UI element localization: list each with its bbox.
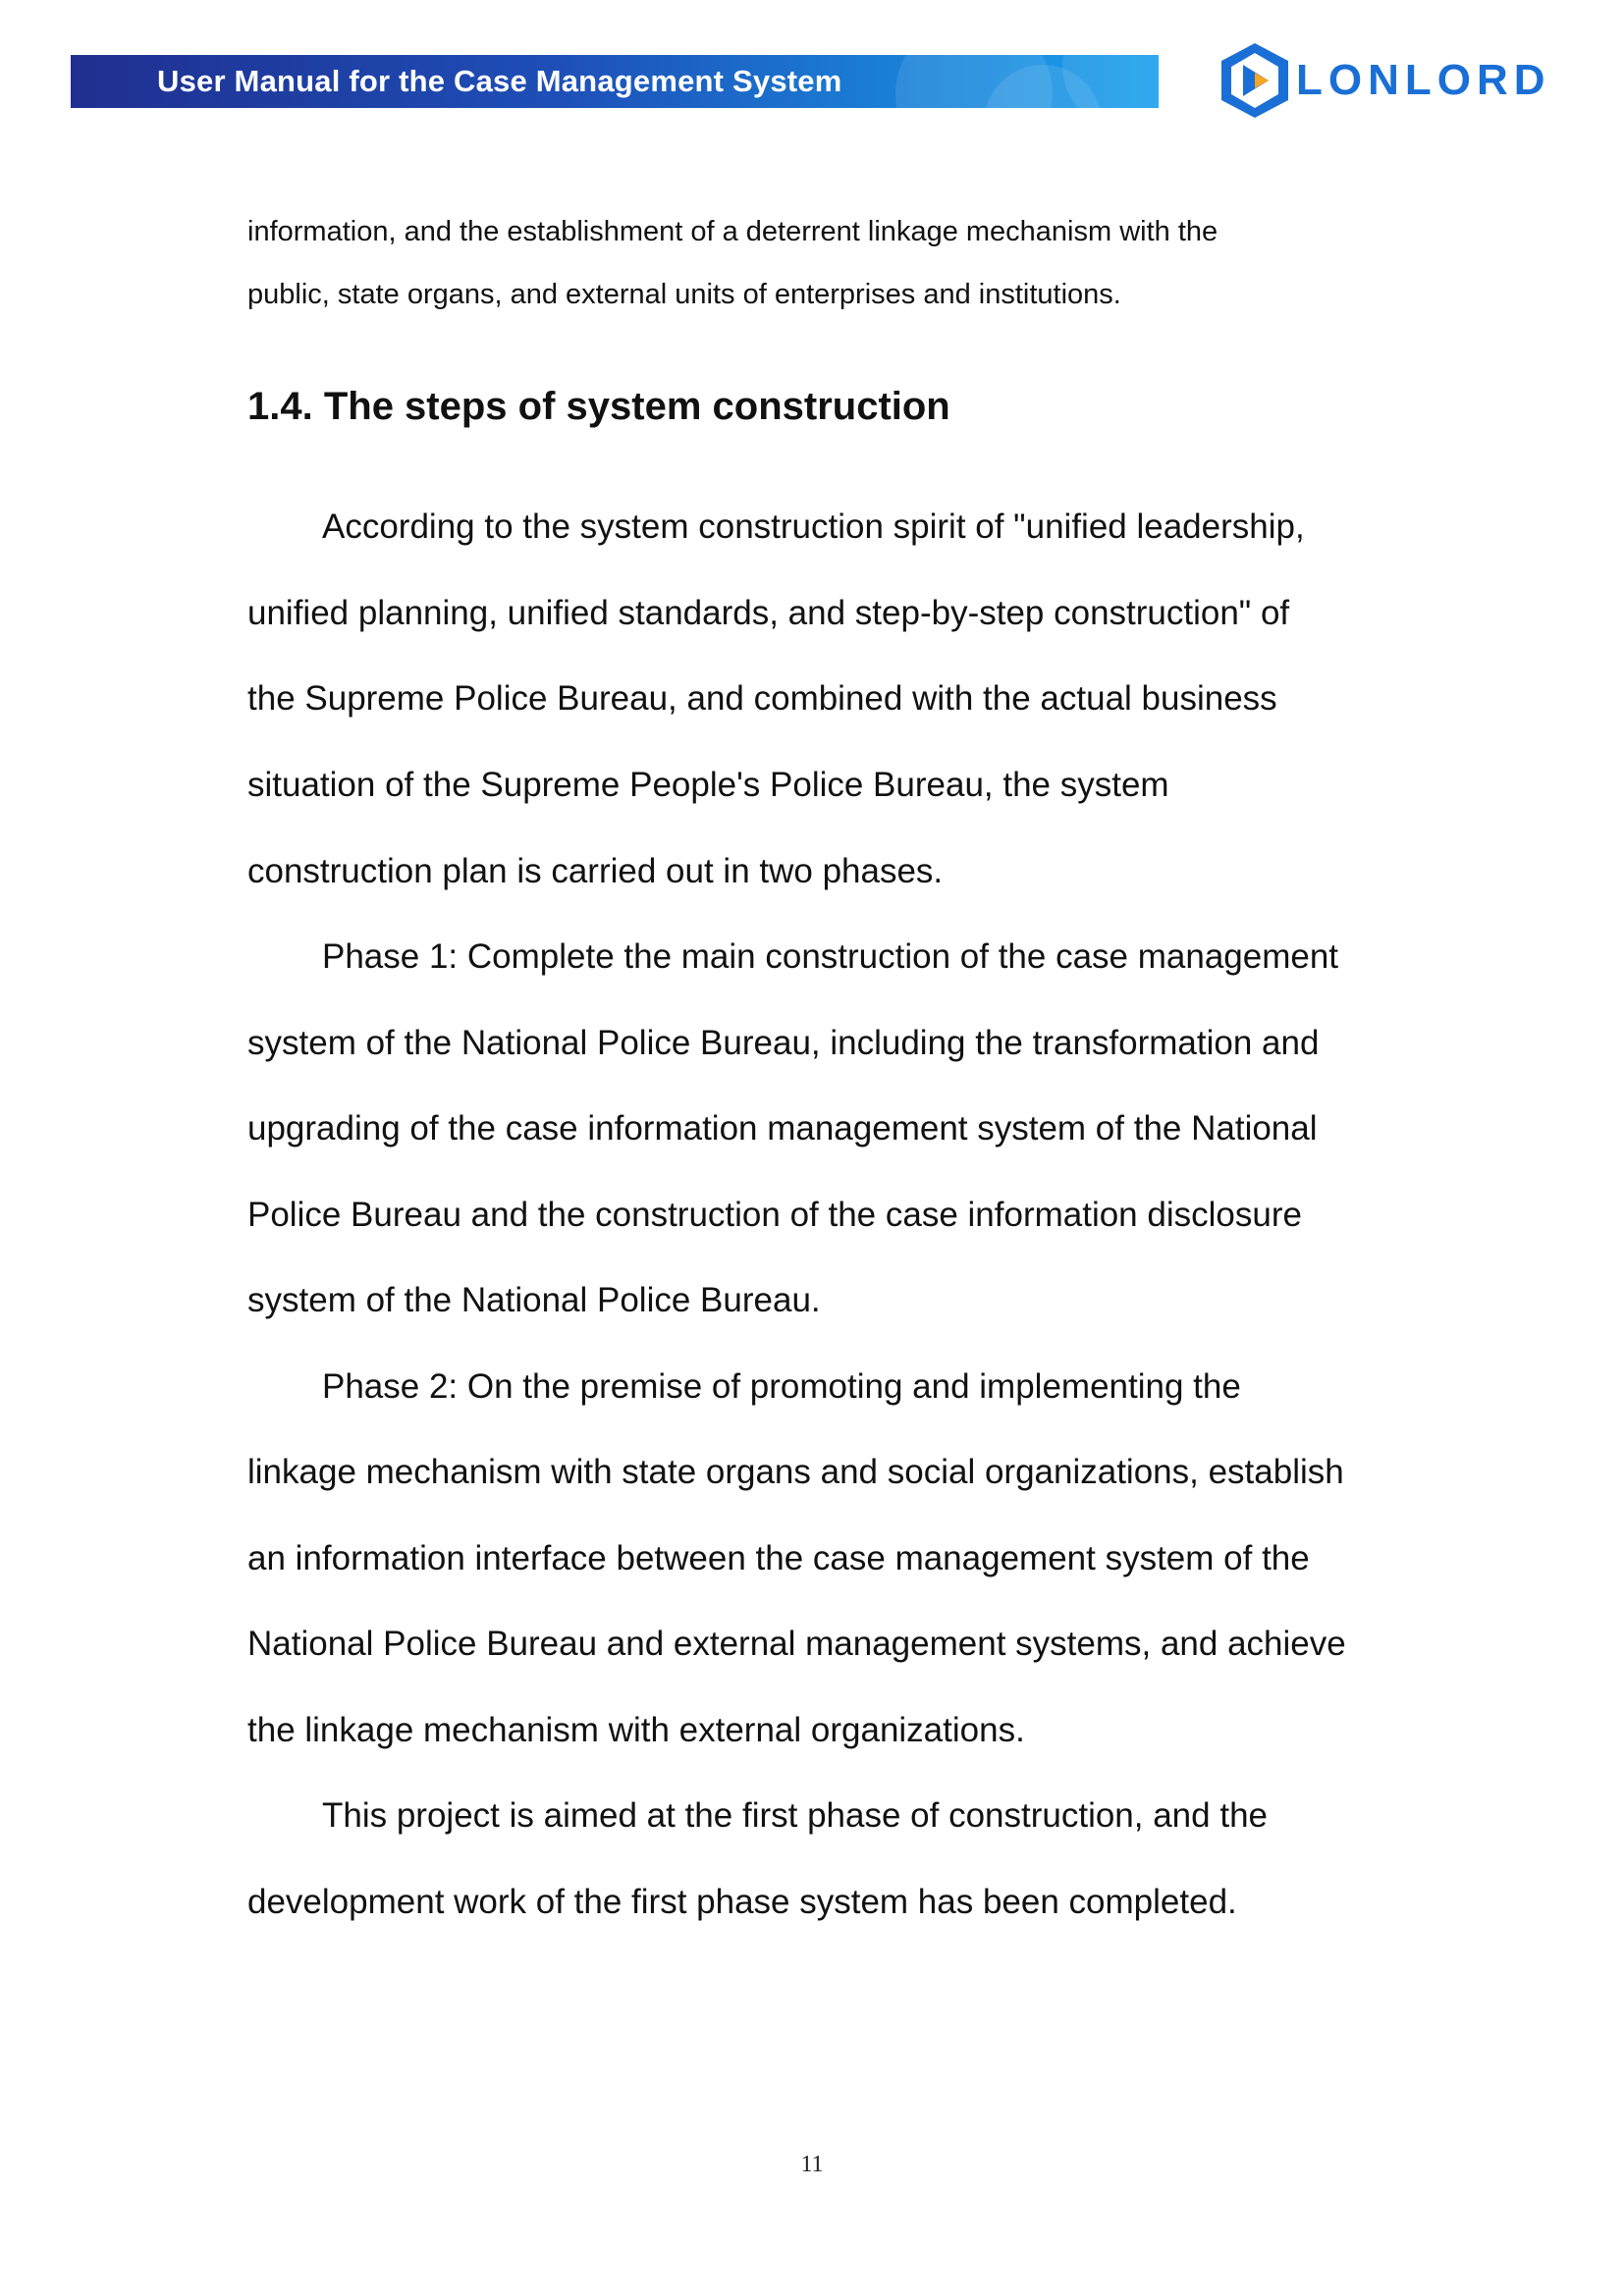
paragraph-line: system of the National Police Bureau.	[247, 1281, 821, 1319]
hexagon-logo-icon	[1214, 39, 1296, 122]
paragraph-line: the Supreme Police Bureau, and combined with the actual business	[247, 679, 1277, 718]
paragraph-line: Phase 2: On the premise of promoting and implementing the	[322, 1367, 1241, 1406]
intro-line: information, and the establishment of a deterrent linkage mechanism with the	[247, 216, 1218, 247]
brand-logo	[1214, 39, 1567, 122]
paragraph-line: National Police Bureau and external management systems, and achieve	[247, 1625, 1346, 1663]
paragraph-line: development work of the first phase system has been completed.	[247, 1883, 1237, 1921]
paragraph-line: unified planning, unified standards, and step-by-step construction" of	[247, 594, 1290, 632]
paragraph-line: This project is aimed at the first phase of construction, and the	[322, 1796, 1268, 1835]
brand-name: LONLORD	[1296, 56, 1551, 104]
paragraph-line: Phase 1: Complete the main construction of the case management	[322, 937, 1339, 976]
paragraph-line: linkage mechanism with state organs and social organizations, establish	[247, 1453, 1344, 1491]
paragraph-line: the linkage mechanism with external organizations.	[247, 1711, 1025, 1749]
paragraph-line: construction plan is carried out in two phases.	[247, 852, 944, 890]
paragraph-line: system of the National Police Bureau, including the transformation and	[247, 1024, 1320, 1062]
header-banner	[71, 55, 1159, 108]
page-number: 11	[800, 2152, 824, 2177]
paragraph-line: According to the system construction spirit of "unified leadership,	[322, 507, 1305, 546]
paragraph-line: Police Bureau and the construction of the case information disclosure	[247, 1196, 1302, 1234]
paragraph-line: an information interface between the case management system of the	[247, 1539, 1310, 1577]
paragraph-line: upgrading of the case information management system of the National	[247, 1109, 1318, 1148]
paragraph-line: situation of the Supreme People's Police Bureau, the system	[247, 766, 1169, 804]
section-heading: 1.4. The steps of system construction	[247, 385, 950, 428]
document-title: User Manual for the Case Management System	[157, 64, 842, 98]
intro-line: public, state organs, and external units of enterprises and institutions.	[247, 279, 1121, 310]
banner-decoration	[1062, 55, 1159, 108]
